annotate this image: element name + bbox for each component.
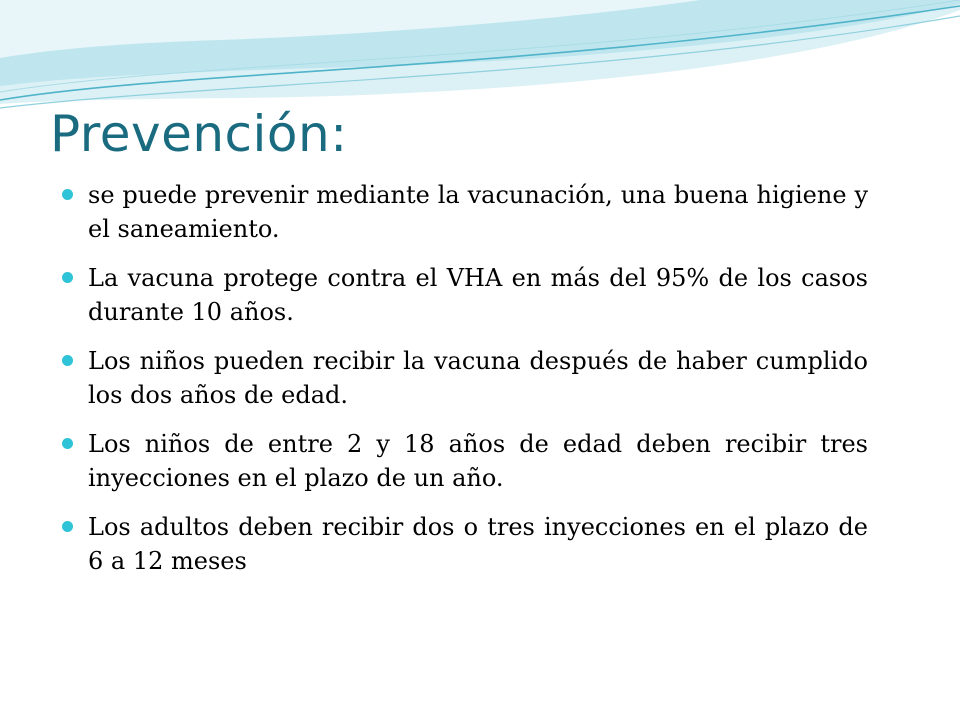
bullet-text: Los niños pueden recibir la vacuna después de haber cumplido los dos años de edad. — [88, 347, 868, 409]
bullet-item — [88, 178, 868, 246]
bullet-list — [88, 178, 868, 593]
bullet-dot-icon — [62, 438, 73, 449]
bullet-dot-icon — [62, 189, 73, 200]
bullet-dot-icon — [62, 272, 73, 283]
bullet-dot-icon — [62, 521, 73, 532]
header-wave-decoration — [0, 0, 960, 120]
bullet-text: Los adultos deben recibir dos o tres inyecciones en el plazo de 6 a 12 meses — [88, 513, 868, 575]
bullet-item — [88, 427, 868, 495]
bullet-text: se puede prevenir mediante la vacunación, una buena higiene y el saneamiento. — [88, 181, 868, 243]
bullet-text: La vacuna protege contra el VHA en más del 95% de los casos durante 10 años. — [88, 264, 868, 326]
bullet-item — [88, 344, 868, 412]
bullet-item — [88, 510, 868, 578]
bullet-dot-icon — [62, 355, 73, 366]
bullet-item — [88, 261, 868, 329]
slide-title: Prevención: — [50, 105, 348, 163]
bullet-text: Los niños de entre 2 y 18 años de edad deben recibir tres inyecciones en el plazo de un año. — [88, 430, 868, 492]
